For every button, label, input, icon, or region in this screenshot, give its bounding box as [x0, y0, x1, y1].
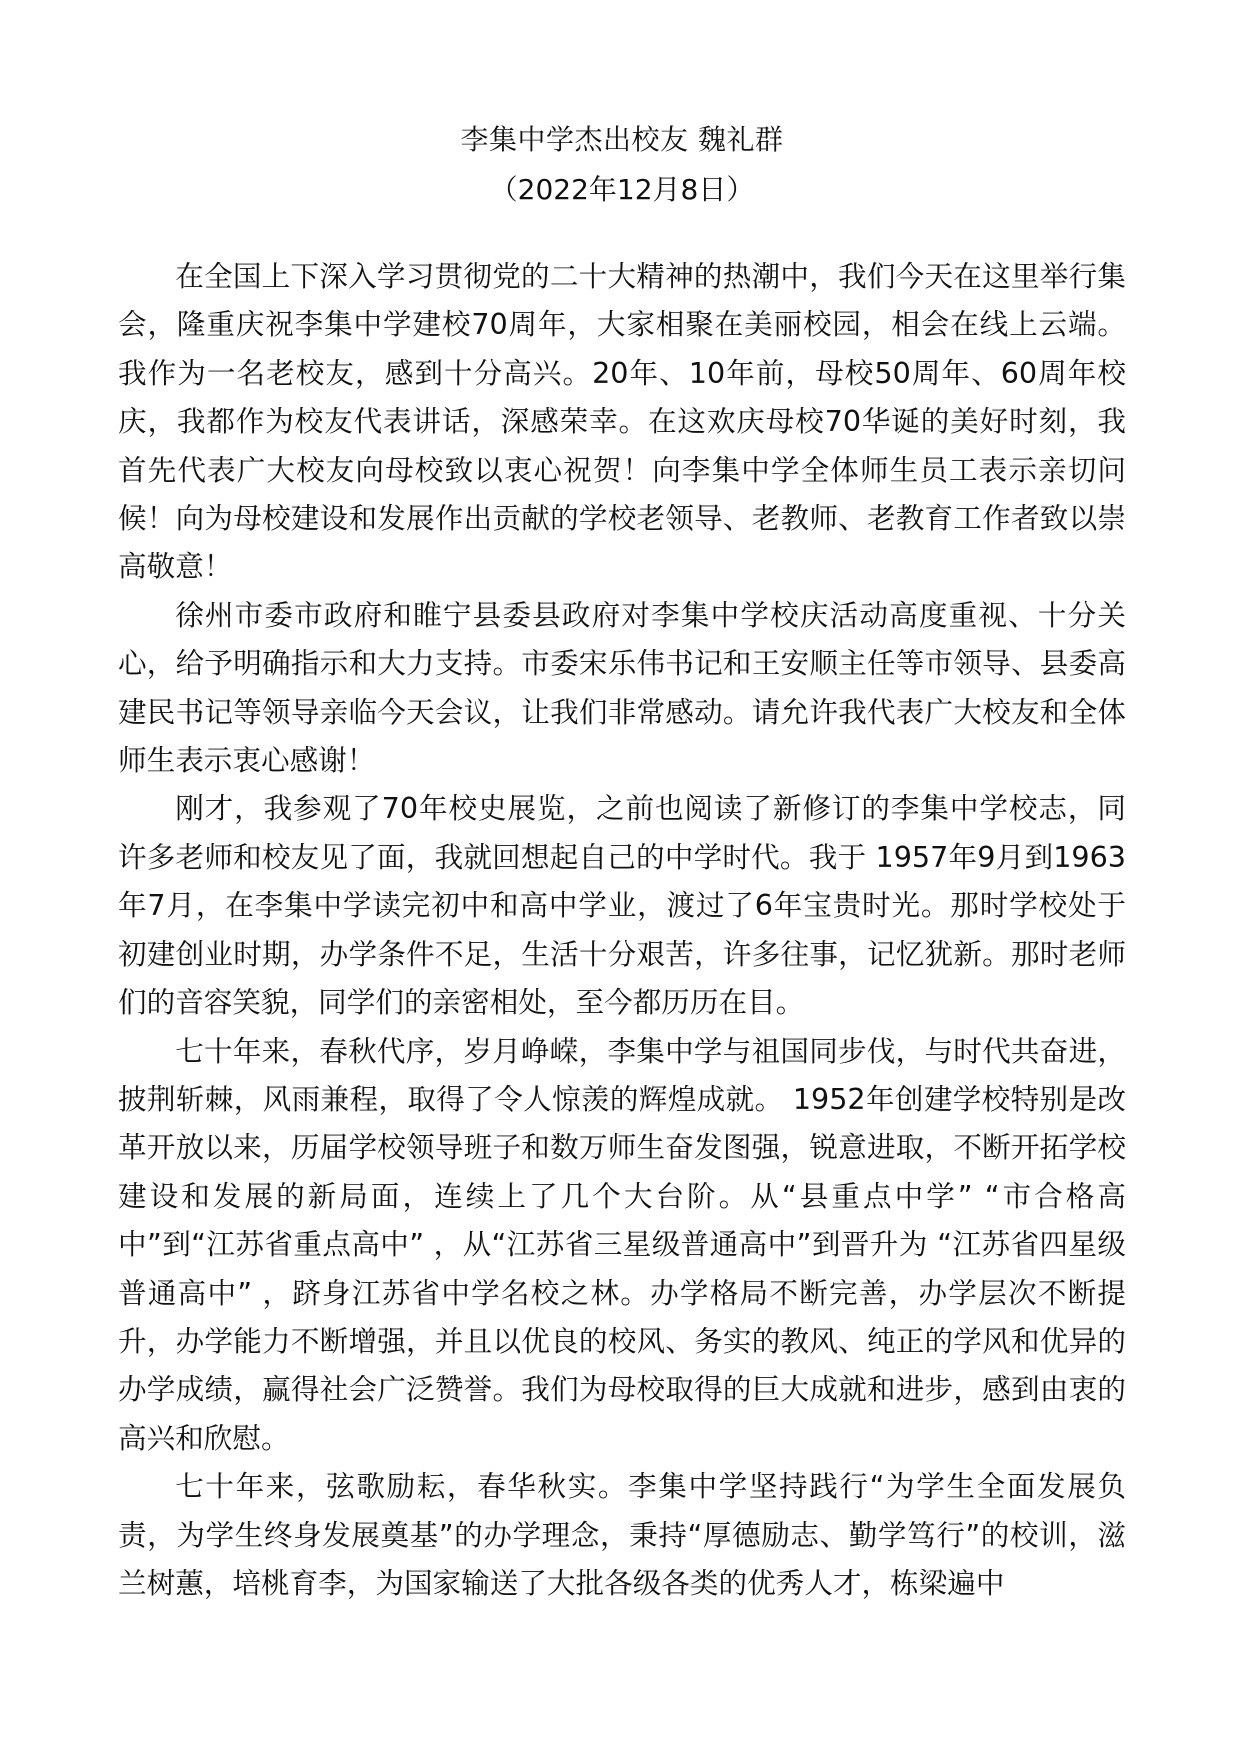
- paragraph: 七十年来，春秋代序，岁月峥嵘，李集中学与祖国同步伐，与时代共奋进，披荆斩棘，风雨兼程，取得了令人惊羡的辉煌成就。 1952年创建学校特别是改革开放以来，历届学校领导班子和数万师生奋发图强，锐意进取，不断开拓学校建设和发展的新局面，连续上了几个大台阶。从“县重点中学” “市合格高中”到“江苏省重点高中” ，从“江苏省三星级普通高中”到晋升为 “江苏省四星级普通高中” ，跻身江苏省中学名校之林。办学格局不断完善，办学层次不断提升，办学能力不断增强，并且以优良的校风、务实的教风、纯正的学风和优异的办学成绩，赢得社会广泛赞誉。我们为母校取得的巨大成就和进步，感到由衷的高兴和欣慰。: [118, 1033, 1126, 1455]
- document-body: [118, 252, 1126, 1607]
- document-page: [118, 118, 1126, 1607]
- paragraph: 在全国上下深入学习贯彻党的二十大精神的热潮中，我们今天在这里举行集会，隆重庆祝李集中学建校70周年，大家相聚在美丽校园，相会在线上云端。我作为一名老校友，感到十分高兴。20年、10年前，母校50周年、60周年校庆，我都作为校友代表讲话，深感荣幸。在这欢庆母校70华诞的美好时刻，我首先代表广大校友向母校致以衷心祝贺！向李集中学全体师生员工表示亲切问候！向为母校建设和发展作出贡献的学校老领导、老教师、老教育工作者致以崇高敬意！: [118, 259, 1126, 584]
- paragraph: 徐州市委市政府和睢宁县委县政府对李集中学校庆活动高度重视、十分关心，给予明确指示和大力支持。市委宋乐伟书记和王安顺主任等市领导、县委高建民书记等领导亲临今天会议，让我们非常感动。请允许我代表广大校友和全体师生表示衷心感谢！: [118, 597, 1126, 778]
- document-date: （2022年12月8日）: [489, 173, 755, 206]
- paragraph: 七十年来，弦歌励耘，春华秋实。李集中学坚持践行“为学生全面发展负责，为学生终身发展奠基”的办学理念，秉持“厚德励志、勤学笃行”的校训，滋兰树蕙，培桃育李，为国家输送了大批各级各类的优秀人才，栋梁遍中: [118, 1469, 1126, 1600]
- document-title: 李集中学杰出校友 魏礼群: [460, 123, 784, 156]
- paragraph: 刚才，我参观了70年校史展览，之前也阅读了新修订的李集中学校志，同许多老师和校友见了面，我就回想起自己的中学时代。我于 1957年9月到1963年7月，在李集中学读完初中和高中学业，渡过了6年宝贵时光。那时学校处于初建创业时期，办学条件不足，生活十分艰苦，许多往事，记忆犹新。那时老师们的音容笑貌，同学们的亲密相处，至今都历历在目。: [118, 791, 1126, 1020]
